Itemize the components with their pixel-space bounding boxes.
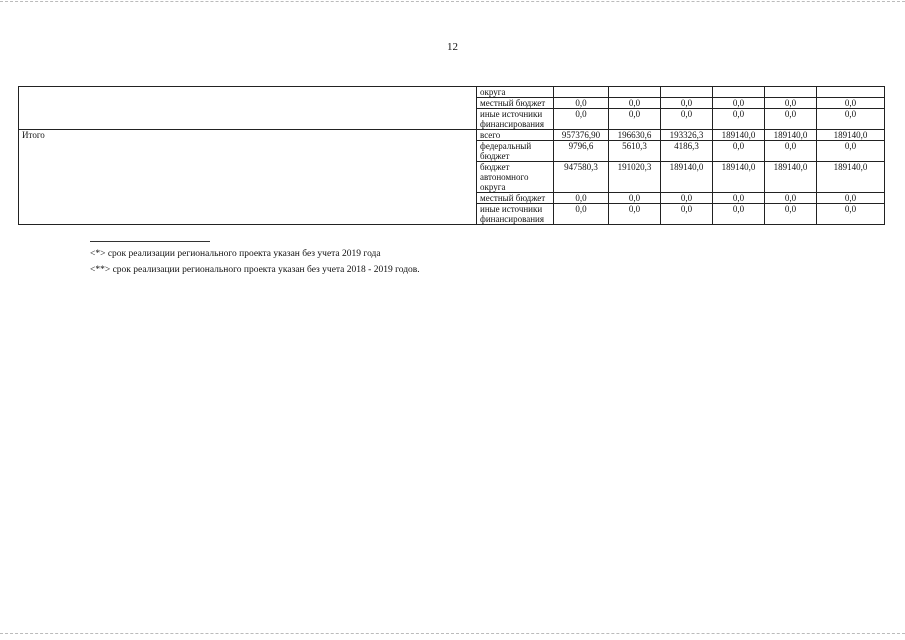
value-cell: 0,0 bbox=[713, 141, 765, 162]
value-cell: 957376,90 bbox=[554, 130, 609, 141]
value-cell: 0,0 bbox=[817, 193, 885, 204]
total-label: Итого bbox=[19, 130, 477, 225]
value-cell: 193326,3 bbox=[661, 130, 713, 141]
source-cell: бюджет автономного округа bbox=[477, 162, 554, 193]
value-cell: 0,0 bbox=[661, 109, 713, 130]
value-cell: 189140,0 bbox=[661, 162, 713, 193]
value-cell bbox=[661, 87, 713, 98]
footnote-separator bbox=[90, 241, 210, 242]
footnote-2: <**> срок реализации регионального проекта указан без учета 2018 - 2019 годов. bbox=[90, 265, 420, 275]
value-cell bbox=[554, 87, 609, 98]
value-cell: 0,0 bbox=[713, 204, 765, 225]
value-cell: 0,0 bbox=[765, 98, 817, 109]
page-number: 12 bbox=[447, 41, 458, 53]
value-cell: 4186,3 bbox=[661, 141, 713, 162]
value-cell: 0,0 bbox=[817, 109, 885, 130]
value-cell: 0,0 bbox=[765, 193, 817, 204]
scan-edge-bottom bbox=[0, 633, 905, 634]
value-cell: 947580,3 bbox=[554, 162, 609, 193]
empty-name-cell bbox=[19, 87, 477, 130]
value-cell bbox=[609, 87, 661, 98]
value-cell: 0,0 bbox=[554, 193, 609, 204]
value-cell: 189140,0 bbox=[817, 130, 885, 141]
value-cell: 189140,0 bbox=[765, 162, 817, 193]
table-row bbox=[19, 130, 885, 141]
value-cell: 0,0 bbox=[765, 141, 817, 162]
value-cell: 9796,6 bbox=[554, 141, 609, 162]
value-cell: 0,0 bbox=[554, 98, 609, 109]
source-cell: федеральный бюджет bbox=[477, 141, 554, 162]
value-cell: 0,0 bbox=[817, 98, 885, 109]
value-cell: 0,0 bbox=[817, 141, 885, 162]
value-cell: 0,0 bbox=[554, 204, 609, 225]
value-cell: 189140,0 bbox=[713, 130, 765, 141]
value-cell: 0,0 bbox=[609, 109, 661, 130]
source-cell: иные источники финансирования bbox=[477, 204, 554, 225]
source-cell: всего bbox=[477, 130, 554, 141]
value-cell: 0,0 bbox=[661, 98, 713, 109]
source-cell: иные источники финансирования bbox=[477, 109, 554, 130]
source-cell: местный бюджет bbox=[477, 193, 554, 204]
value-cell: 189140,0 bbox=[765, 130, 817, 141]
source-cell: местный бюджет bbox=[477, 98, 554, 109]
value-cell: 0,0 bbox=[661, 204, 713, 225]
value-cell bbox=[765, 87, 817, 98]
source-cell: округа bbox=[477, 87, 554, 98]
value-cell: 0,0 bbox=[609, 204, 661, 225]
table-row bbox=[19, 87, 885, 98]
footnote-1: <*> срок реализации регионального проекта указан без учета 2019 года bbox=[90, 249, 381, 259]
value-cell: 0,0 bbox=[765, 109, 817, 130]
value-cell: 0,0 bbox=[713, 193, 765, 204]
value-cell: 0,0 bbox=[609, 98, 661, 109]
value-cell: 0,0 bbox=[661, 193, 713, 204]
value-cell: 0,0 bbox=[609, 193, 661, 204]
value-cell: 0,0 bbox=[713, 109, 765, 130]
value-cell: 0,0 bbox=[817, 204, 885, 225]
value-cell: 191020,3 bbox=[609, 162, 661, 193]
value-cell bbox=[713, 87, 765, 98]
value-cell: 196630,6 bbox=[609, 130, 661, 141]
value-cell: 0,0 bbox=[554, 109, 609, 130]
value-cell: 5610,3 bbox=[609, 141, 661, 162]
value-cell: 0,0 bbox=[765, 204, 817, 225]
value-cell: 0,0 bbox=[713, 98, 765, 109]
value-cell: 189140,0 bbox=[817, 162, 885, 193]
financing-table bbox=[18, 86, 885, 225]
value-cell: 189140,0 bbox=[713, 162, 765, 193]
value-cell bbox=[817, 87, 885, 98]
scan-edge-top bbox=[0, 1, 905, 2]
